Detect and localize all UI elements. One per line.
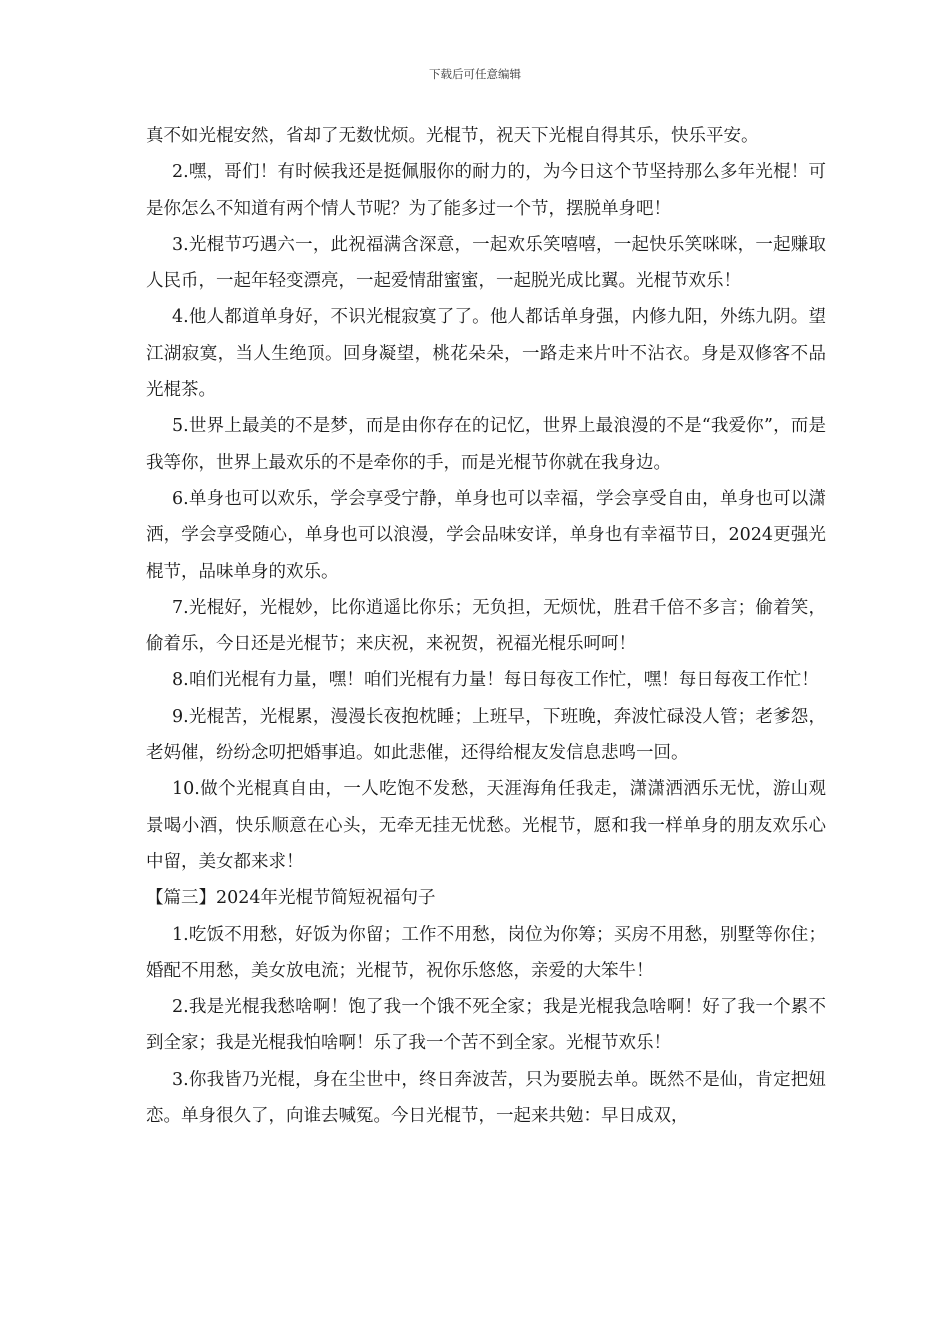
list-item: 3.你我皆乃光棍，身在尘世中，终日奔波苦，只为要脱去单。既然不是仙，肯定把妞恋。单身很久了，向谁去喊冤。今日光棍节，一起来共勉：早日成双， xyxy=(146,1069,826,1127)
list-item: 6.单身也可以欢乐，学会享受宁静，单身也可以幸福，学会享受自由，单身也可以潇洒，学会享受随心，单身也可以浪漫，学会品味安详，单身也有幸福节日，2024更强光棍节，品味单身的欢乐。 xyxy=(146,488,826,582)
list-item: 8.咱们光棍有力量，嘿！咱们光棍有力量！每日每夜工作忙，嘿！每日每夜工作忙！ xyxy=(172,670,819,691)
page-header: 下载后可任意编辑 xyxy=(429,67,521,81)
list-item: 9.光棍苦，光棍累，漫漫长夜抱枕睡；上班早，下班晚，奔波忙碌没人管；老爹怨，老妈催，纷纷念叨把婚事追。如此悲催，还得给棍友发信息悲鸣一回。 xyxy=(146,706,826,764)
list-item: 2.嘿，哥们！有时候我还是挺佩服你的耐力的，为今日这个节坚持那么多年光棍！可是你怎么不知道有两个情人节呢？为了能多过一个节，摆脱单身吧！ xyxy=(146,162,826,219)
document-body xyxy=(146,118,826,1134)
list-item: 2.我是光棍我愁啥啊！饱了我一个饿不死全家；我是光棍我急啥啊！好了我一个累不到全家；我是光棍我怕啥啊！乐了我一个苦不到全家。光棍节欢乐！ xyxy=(146,997,826,1054)
list-item: 3.光棍节巧遇六一，此祝福满含深意，一起欢乐笑嘻嘻，一起快乐笑咪咪，一起赚取人民币，一起年轻变漂亮，一起爱情甜蜜蜜，一起脱光成比翼。光棍节欢乐！ xyxy=(146,234,826,292)
list-item: 5.世界上最美的不是梦，而是由你存在的记忆，世界上最浪漫的不是“我爱你”，而是我等你，世界上最欢乐的不是牵你的手，而是光棍节你就在我身边。 xyxy=(146,416,826,473)
list-item: 1.吃饭不用愁，好饭为你留；工作不用愁，岗位为你筹；买房不用愁，别墅等你住；婚配不用愁，美女放电流；光棍节，祝你乐悠悠，亲爱的大笨牛！ xyxy=(146,924,826,981)
section-heading: 【篇三】2024年光棍节简短祝福句子 xyxy=(146,888,436,909)
paragraph: 真不如光棍安然，省却了无数忧烦。光棍节，祝天下光棍自得其乐，快乐平安。 xyxy=(146,126,759,146)
list-item: 10.做个光棍真自由，一人吃饱不发愁，天涯海角任我走，潇潇洒洒乐无忧，游山观景喝小酒，快乐顺意在心头，无牵无挂无忧愁。光棍节，愿和我一样单身的朋友欢乐心中留，美女都来求！ xyxy=(146,779,826,872)
list-item: 7.光棍好，光棍妙，比你逍遥比你乐；无负担，无烦忧，胜君千倍不多言；偷着笑，偷着乐，今日还是光棍节；来庆祝，来祝贺，祝福光棍乐呵呵！ xyxy=(146,597,826,655)
list-item: 4.他人都道单身好，不识光棍寂寞了了。他人都话单身强，内修九阳，外练九阴。望江湖寂寞，当人生绝顶。回身凝望，桃花朵朵，一路走来片叶不沾衣。身是双修客不品光棍茶。 xyxy=(146,307,826,401)
